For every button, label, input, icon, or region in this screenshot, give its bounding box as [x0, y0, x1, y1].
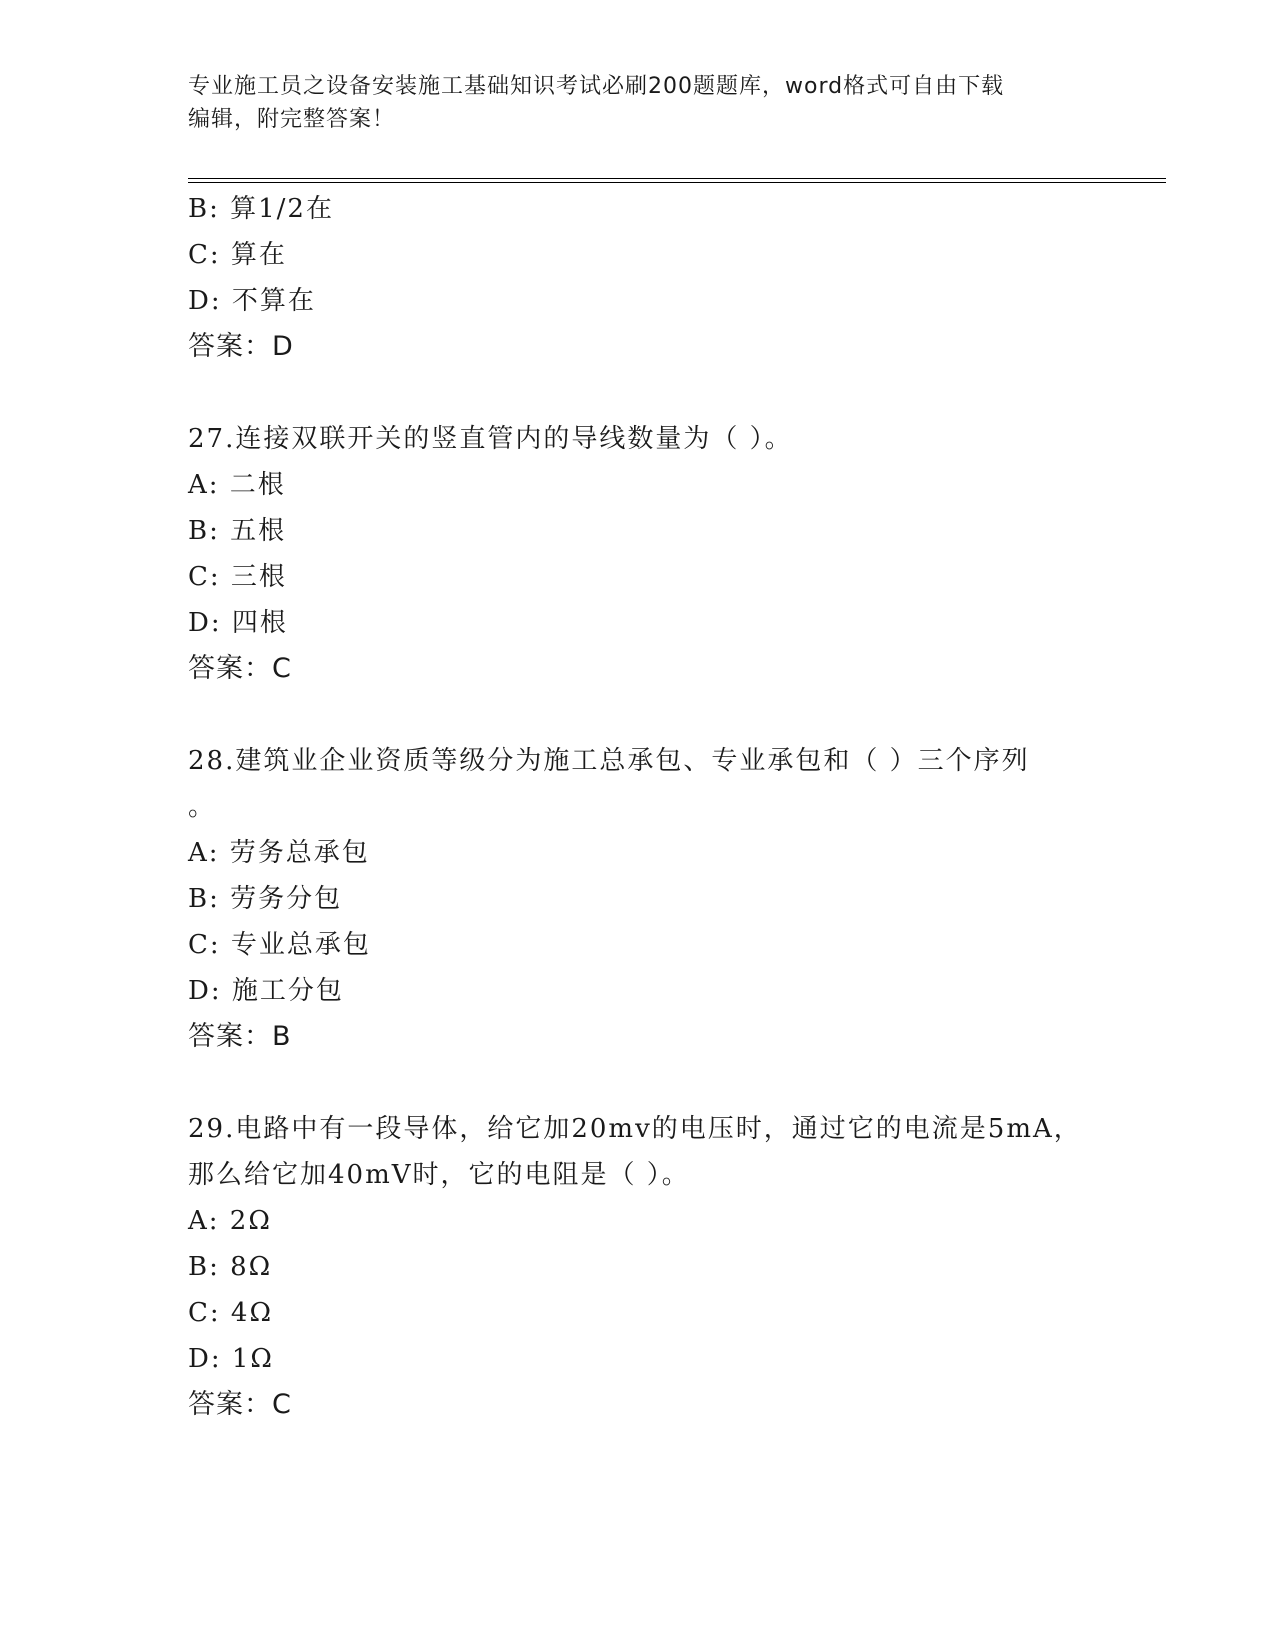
option-b: B: 劳务分包 [188, 884, 343, 914]
answer-line: 答案：B [188, 1021, 292, 1052]
option-c: C: 4Ω [188, 1298, 274, 1328]
answer-line: 答案：C [188, 653, 292, 684]
answer-line: 答案：C [188, 1389, 292, 1420]
option-d: D: 1Ω [188, 1344, 274, 1374]
question-stem-line-2: 。 [188, 792, 217, 822]
option-d: D: 不算在 [188, 286, 316, 316]
option-c: C: 三根 [188, 562, 287, 592]
option-c: C: 专业总承包 [188, 930, 371, 960]
option-c: C: 算在 [188, 240, 287, 270]
document-body [188, 186, 1088, 1428]
option-b: B: 五根 [188, 516, 287, 546]
option-a: A: 二根 [188, 470, 286, 500]
option-d: D: 施工分包 [188, 976, 344, 1006]
option-a: A: 2Ω [188, 1206, 272, 1236]
question-29 [188, 1106, 1088, 1428]
question-28 [188, 738, 1088, 1060]
question-26-continued [188, 186, 1088, 370]
question-stem-line-1: 28.建筑业企业资质等级分为施工总承包、专业承包和（ ）三个序列 [188, 746, 1030, 776]
option-b: B: 8Ω [188, 1252, 273, 1282]
option-b: B: 算1/2在 [188, 194, 334, 224]
question-stem: 27.连接双联开关的竖直管内的导线数量为（ ）。 [188, 424, 793, 454]
header-title-line-1: 专业施工员之设备安装施工基础知识考试必刷200题题库，word格式可自由下载 [188, 74, 1005, 99]
header-title-line-2: 编辑，附完整答案！ [188, 107, 396, 132]
question-27 [188, 416, 1088, 692]
option-a: A: 劳务总承包 [188, 838, 370, 868]
question-stem-line-1: 29.电路中有一段导体，给它加20mv的电压时，通过它的电流是5mA， [188, 1114, 1082, 1144]
header-divider [188, 178, 1166, 183]
page-header [188, 70, 1088, 136]
question-stem-line-2: 那么给它加40mV时，它的电阻是（ ）。 [188, 1160, 690, 1190]
answer-line: 答案：D [188, 331, 294, 362]
option-d: D: 四根 [188, 608, 288, 638]
